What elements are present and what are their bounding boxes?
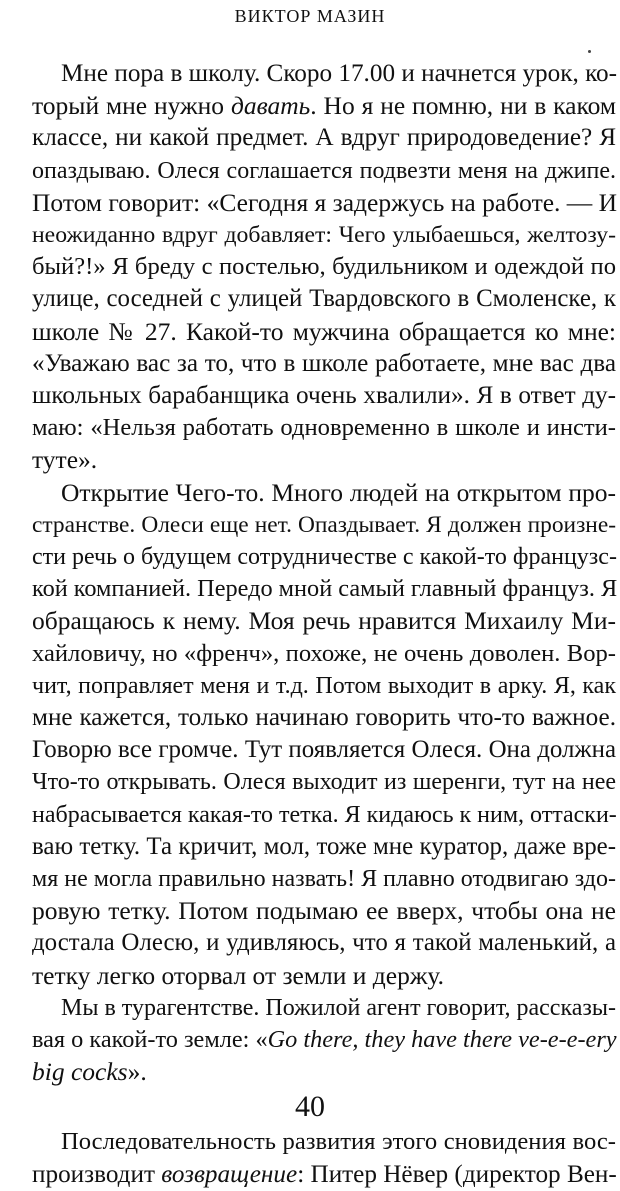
text-segment: ». xyxy=(127,1057,147,1086)
text-segment: мя не могла правильно назвать! Я плавно отодвигаю здо- xyxy=(32,866,616,892)
text-line xyxy=(32,541,616,573)
text-segment: бый?!» Я бреду с постелью, будильником и одеждой по xyxy=(32,253,616,280)
italic-text: big cocks xyxy=(32,1057,128,1086)
text-line xyxy=(61,477,616,509)
text-line xyxy=(32,1159,616,1191)
text-line xyxy=(32,927,616,959)
text-line xyxy=(32,155,616,187)
text-line xyxy=(32,605,616,637)
text-segment: классе, ни какой предмет. А вдруг природоведение? Я xyxy=(32,124,616,151)
print-speck xyxy=(588,50,591,53)
text-segment: тетку легко оторвал от земли и держу. xyxy=(32,961,445,990)
text-segment: неожиданно вдруг добавляет: Чего улыбаешься, желтозу- xyxy=(32,222,616,248)
text-line xyxy=(61,1126,616,1158)
text-segment: маю: «Нельзя работать одновременно в школе и инсти- xyxy=(32,414,616,441)
text-segment: сти речь о будущем сотрудничестве с какой-то французс- xyxy=(32,544,617,570)
text-line xyxy=(61,992,616,1024)
text-segment: . Но я не помню, ни в каком xyxy=(310,91,616,120)
text-line xyxy=(32,895,616,927)
text-segment: школьных барабанщика очень хвалили». Я в ответ ду- xyxy=(32,382,616,409)
text-line xyxy=(32,283,616,315)
text-line xyxy=(32,1056,616,1088)
text-line xyxy=(32,509,616,541)
text-segment: мне кажется, только начинаю говорить что-то важное. xyxy=(32,704,616,731)
text-segment: : Питер Нёвер (директор Вен- xyxy=(297,1161,617,1188)
text-line xyxy=(32,573,616,605)
text-line xyxy=(61,58,616,90)
text-segment: Говорю все громче. Тут появляется Олеся. Она должна xyxy=(32,736,616,763)
text-line xyxy=(32,702,616,734)
text-line xyxy=(32,90,616,122)
text-segment: Открытие Чего-то. Много людей на открытом про- xyxy=(61,478,616,507)
text-segment: школе № 27. Какой-то мужчина обращается ко мне: xyxy=(32,317,616,346)
text-line xyxy=(32,187,616,219)
text-line xyxy=(32,219,616,251)
text-line xyxy=(32,638,616,670)
text-line xyxy=(32,316,616,348)
text-line xyxy=(32,670,616,702)
text-segment: набрасывается какая-то тетка. Я кидаюсь к ним, оттаски- xyxy=(32,802,617,828)
text-line xyxy=(32,348,616,380)
text-segment: Что-то открывать. Олеся выходит из шеренги, тут на нее xyxy=(32,769,616,795)
page-number: 40 xyxy=(295,1090,325,1123)
text-line xyxy=(32,799,616,831)
text-segment: ваю тетку. Та кричит, мол, тоже мне куратор, даже вре- xyxy=(32,833,616,860)
text-line xyxy=(32,831,616,863)
text-segment: Последовательность развития этого сновидения вос- xyxy=(61,1128,616,1155)
text-segment: производит xyxy=(32,1161,162,1188)
text-segment: кой компанией. Передо мной самый главный француз. Я xyxy=(32,575,618,602)
text-line xyxy=(32,122,616,154)
italic-text: Go there, they have there ve-e-e-ery xyxy=(267,1026,617,1053)
text-segment: Потом говорит: «Сегодня я задержусь на работе. — И xyxy=(32,188,618,217)
text-line xyxy=(32,444,616,476)
italic-text: давать xyxy=(230,91,311,120)
running-head: ВИКТОР МАЗИН xyxy=(234,6,386,26)
text-segment: достала Олесю, и удивляюсь, что я такой маленький, а xyxy=(32,929,616,956)
text-segment: улице, соседней с улицей Твардовского в Смоленске, к xyxy=(32,285,616,312)
text-segment: Мы в турагентстве. Пожилой агент говорит, рассказы- xyxy=(61,995,616,1021)
text-line xyxy=(32,251,616,283)
text-segment: обращаюсь к нему. Моя речь нравится Михаилу Ми- xyxy=(32,606,616,635)
text-line xyxy=(32,960,616,992)
text-segment: туте». xyxy=(32,445,98,474)
text-line xyxy=(32,1024,616,1056)
text-segment: странстве. Олеси еще нет. Опаздывает. Я должен произне- xyxy=(32,512,616,538)
text-line xyxy=(32,734,616,766)
text-segment: торый мне нужно xyxy=(32,91,231,120)
text-segment: «Уважаю вас за то, что в школе работаете, мне вас два xyxy=(32,350,616,377)
text-line xyxy=(32,380,616,412)
text-segment: Мне пора в школу. Скоро 17.00 и начнется урок, ко- xyxy=(61,60,618,87)
text-line xyxy=(32,412,616,444)
text-segment: опаздываю. Олеся соглашается подвезти меня на джипе. xyxy=(32,158,616,184)
italic-text: возвращение xyxy=(161,1161,298,1188)
text-segment: хайловичу, но «френч», похоже, не очень доволен. Вор- xyxy=(32,640,616,667)
text-line xyxy=(32,863,616,895)
text-line xyxy=(32,766,616,798)
text-segment: вая о какой-то земле: « xyxy=(32,1026,268,1053)
text-segment: ровую тетку. Потом подымаю ее вверх, чтобы она не xyxy=(32,896,616,925)
text-segment: чит, поправляет меня и т.д. Потом выходит в арку. Я, как xyxy=(32,673,616,699)
